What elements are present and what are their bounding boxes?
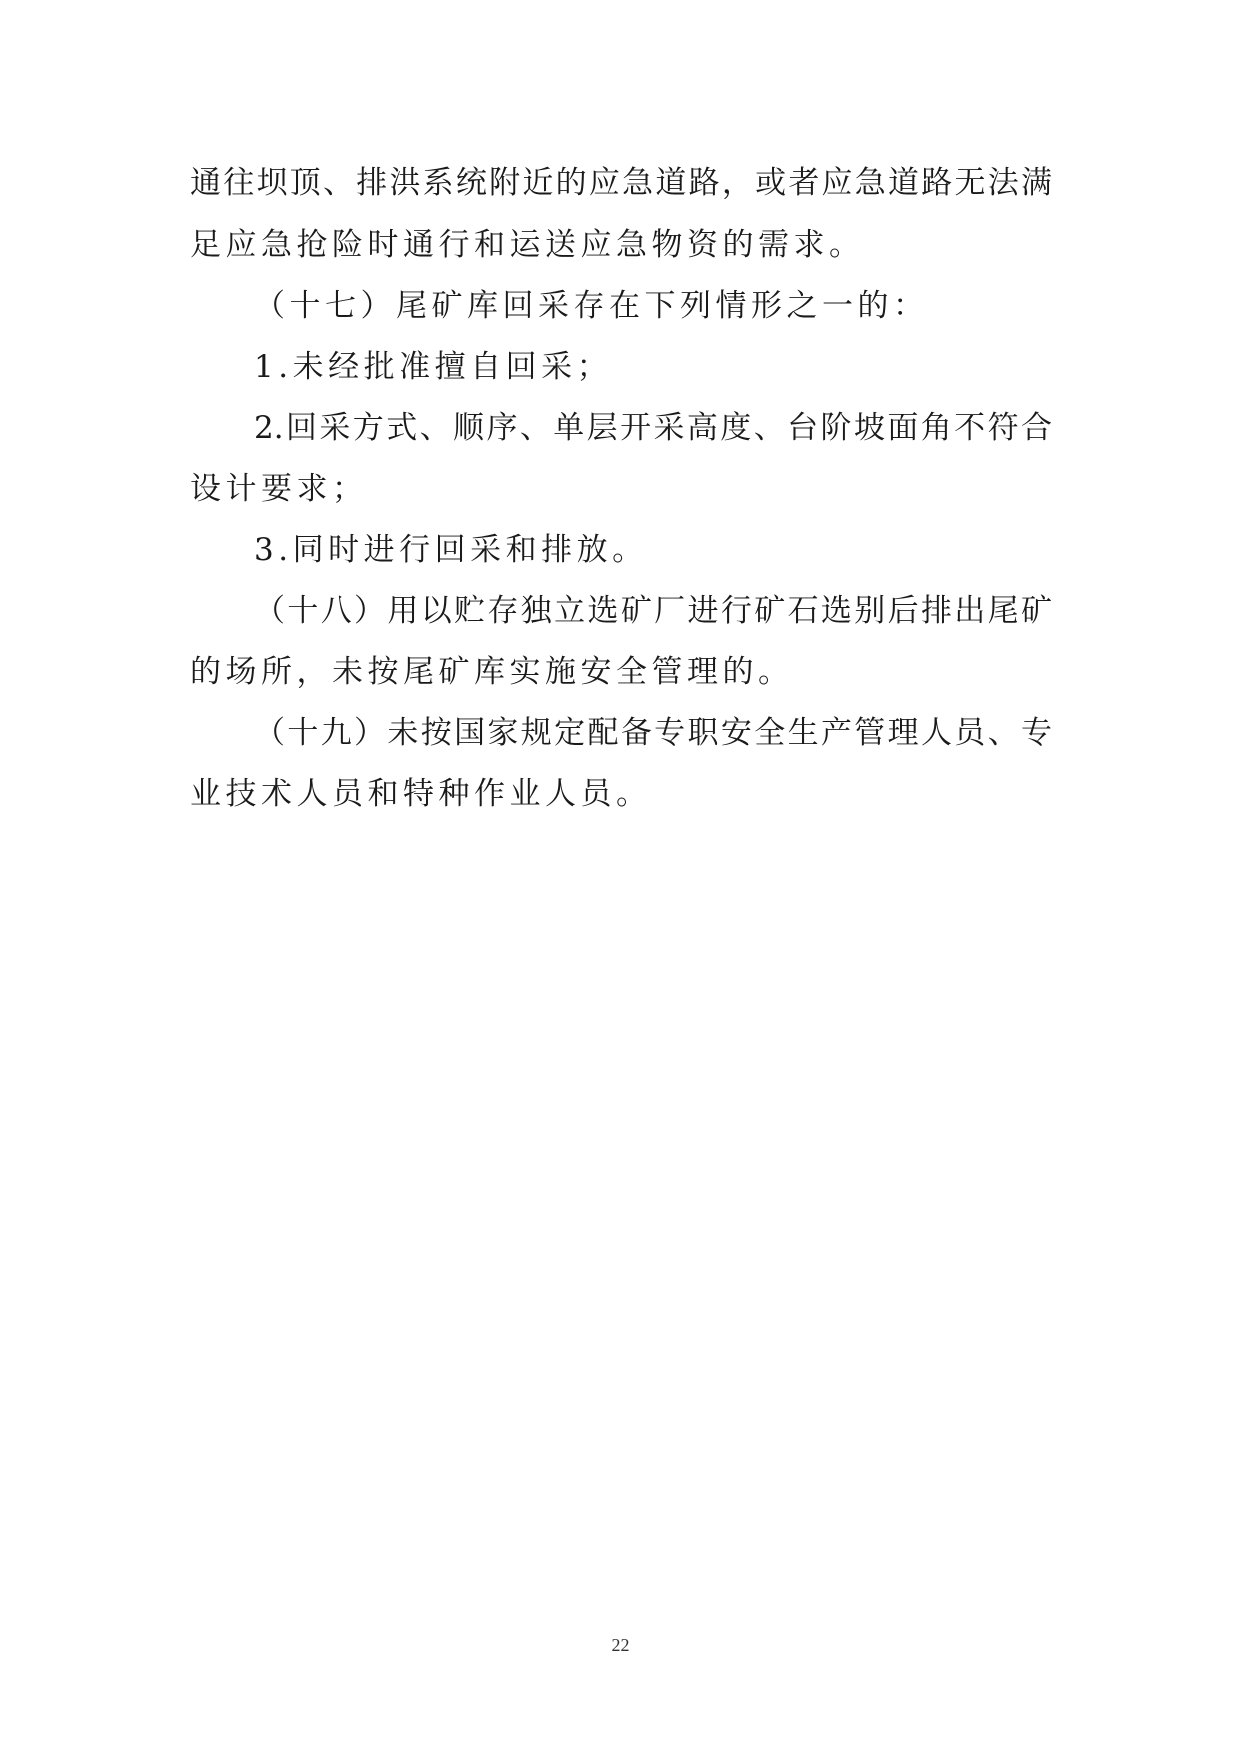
list-item: 3.同时进行回采和排放。 [254,532,648,568]
text-line: 业技术人员和特种作业人员。 [190,776,652,812]
section-heading-18: （十八）用以贮存独立选矿厂进行矿石选别后排出尾矿 [254,593,1052,629]
list-item: 2.回采方式、顺序、单层开采高度、台阶坡面角不符合 [254,410,1052,446]
text-line: 设计要求； [190,471,368,507]
text-line: 足应急抢险时通行和运送应急物资的需求。 [190,227,865,263]
text-line: 的场所，未按尾矿库实施安全管理的。 [190,654,794,690]
section-heading-17: （十七）尾矿库回采存在下列情形之一的： [254,288,929,324]
section-heading-19: （十九）未按国家规定配备专职安全生产管理人员、专 [254,715,1052,751]
list-item: 1.未经批准擅自回采； [254,349,613,385]
page-number: 22 [611,1635,630,1655]
text-line: 通往坝顶、排洪系统附近的应急道路，或者应急道路无法满 [190,165,1052,201]
